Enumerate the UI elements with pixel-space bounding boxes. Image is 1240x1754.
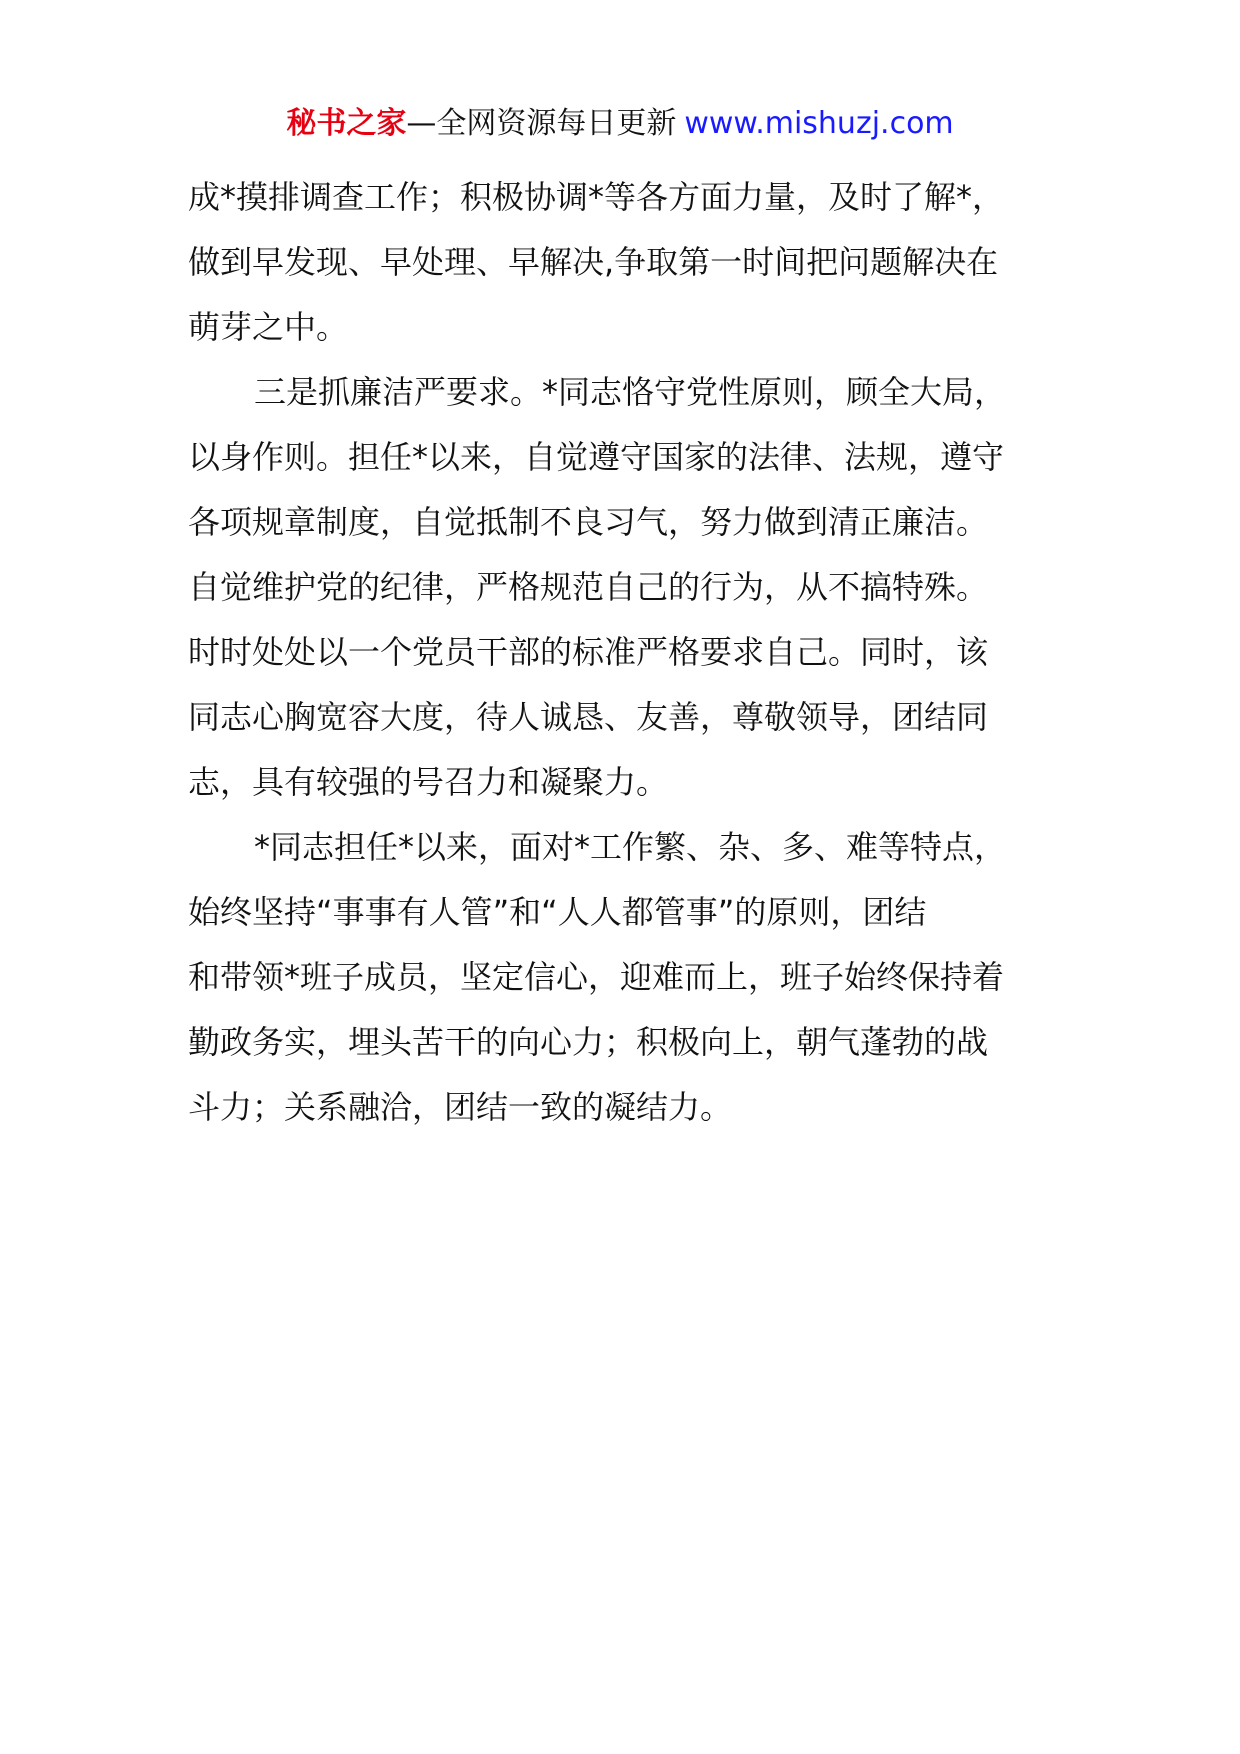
paragraph-start-line: 三是抓廉洁严要求。*同志恪守党性原则，顾全大局， bbox=[254, 373, 1007, 411]
text-line: 时时处处以一个党员干部的标准严格要求自己。同时，该 bbox=[188, 633, 989, 671]
text-line: 志，具有较强的号召力和凝聚力。 bbox=[188, 763, 669, 801]
text-line: 同志心胸宽容大度，待人诚恳、友善，尊敬领导，团结同 bbox=[188, 698, 989, 736]
site-brand: 秘书之家 bbox=[286, 106, 407, 141]
text-line: 勤政务实，埋头苦干的向心力；积极向上，朝气蓬勃的战 bbox=[188, 1023, 989, 1061]
text-line: 和带领*班子成员，坚定信心，迎难而上，班子始终保持着 bbox=[188, 958, 1005, 996]
paragraph-start-line: *同志担任*以来，面对*工作繁、杂、多、难等特点， bbox=[254, 828, 1007, 866]
text-line: 各项规章制度，自觉抵制不良习气，努力做到清正廉洁。 bbox=[188, 503, 989, 541]
text-line: 斗力；关系融洽，团结一致的凝结力。 bbox=[188, 1088, 733, 1126]
text-line: 始终坚持“事事有人管”和“人人都管事”的原则，团结 bbox=[188, 893, 927, 931]
site-url-link[interactable]: www.mishuzj.com bbox=[684, 106, 954, 141]
text-line: 萌芽之中。 bbox=[188, 308, 349, 346]
text-line: 做到早发现、早处理、早解决,争取第一时间把问题解决在 bbox=[188, 243, 999, 281]
text-line: 成*摸排调查工作；积极协调*等各方面力量，及时了解*， bbox=[188, 178, 1005, 216]
site-tagline: —全网资源每日更新 bbox=[406, 106, 677, 141]
text-line: 自觉维护党的纪律，严格规范自己的行为，从不搞特殊。 bbox=[188, 568, 989, 606]
text-line: 以身作则。担任*以来，自觉遵守国家的法律、法规，遵守 bbox=[188, 438, 1005, 476]
document-body bbox=[188, 165, 1058, 1140]
site-header bbox=[0, 102, 1240, 146]
